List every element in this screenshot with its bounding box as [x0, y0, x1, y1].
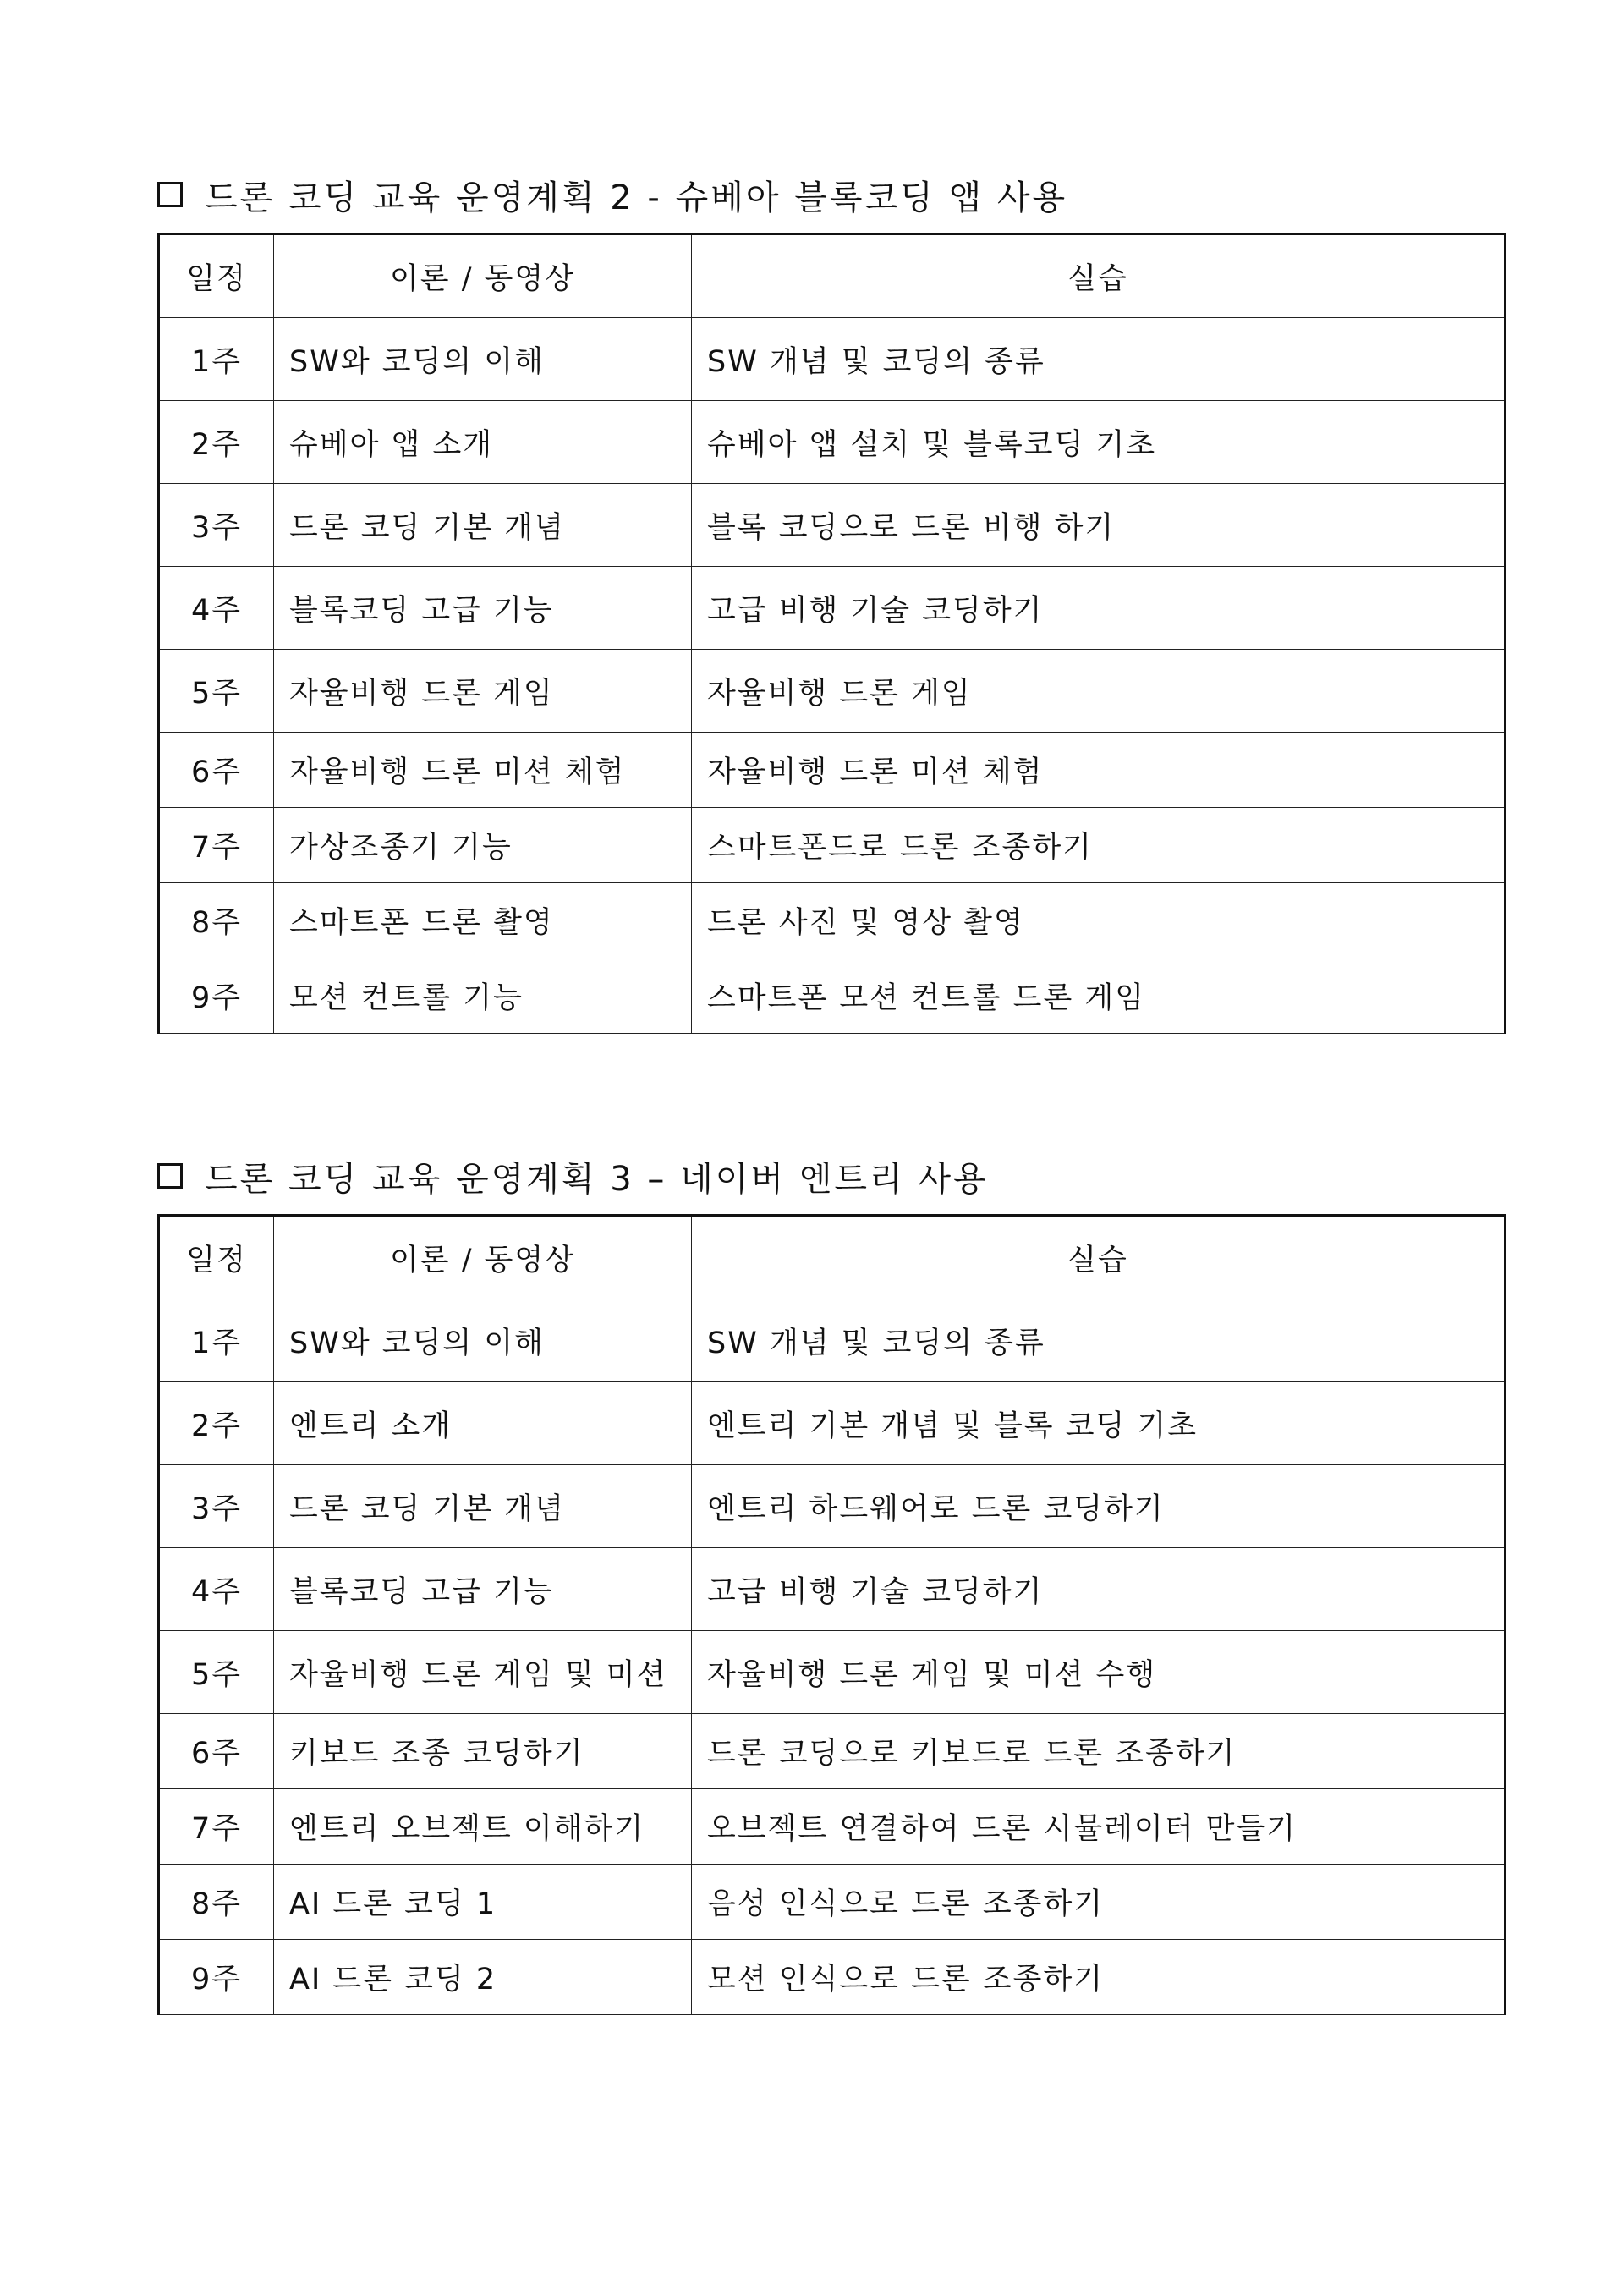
week-cell: 6주: [159, 733, 274, 808]
header-schedule: 일정: [159, 234, 274, 318]
checkbox-icon: [157, 1163, 183, 1189]
header-practice: 실습: [692, 234, 1506, 318]
week-cell: 7주: [159, 808, 274, 883]
practice-cell: SW 개념 및 코딩의 종류: [692, 1299, 1506, 1382]
plan-section-2: [157, 161, 1504, 1034]
week-cell: 3주: [159, 484, 274, 567]
practice-cell: 슈베아 앱 설치 및 블록코딩 기초: [692, 401, 1506, 484]
practice-cell: 자율비행 드론 게임: [692, 650, 1506, 733]
week-cell: 4주: [159, 1548, 274, 1631]
week-cell: 2주: [159, 1382, 274, 1465]
table-row: [159, 1382, 1506, 1465]
header-theory: 이론 / 동영상: [274, 1216, 692, 1299]
week-cell: 9주: [159, 1940, 274, 2015]
theory-cell: 엔트리 오브젝트 이해하기: [274, 1789, 692, 1865]
theory-cell: 모션 컨트롤 기능: [274, 958, 692, 1034]
table-header-row: [159, 1216, 1506, 1299]
theory-cell: SW와 코딩의 이해: [274, 1299, 692, 1382]
practice-cell: 스마트폰 모션 컨트롤 드론 게임: [692, 958, 1506, 1034]
section-heading: [157, 1142, 1504, 1210]
practice-cell: 드론 코딩으로 키보드로 드론 조종하기: [692, 1714, 1506, 1789]
week-cell: 1주: [159, 1299, 274, 1382]
theory-cell: 가상조종기 기능: [274, 808, 692, 883]
theory-cell: 드론 코딩 기본 개념: [274, 1465, 692, 1548]
theory-cell: AI 드론 코딩 2: [274, 1940, 692, 2015]
week-cell: 5주: [159, 650, 274, 733]
table-row: [159, 1940, 1506, 2015]
theory-cell: 블록코딩 고급 기능: [274, 567, 692, 650]
theory-cell: 스마트폰 드론 촬영: [274, 883, 692, 958]
practice-cell: 오브젝트 연결하여 드론 시뮬레이터 만들기: [692, 1789, 1506, 1865]
schedule-table: [157, 1214, 1506, 2015]
practice-cell: 엔트리 기본 개념 및 블록 코딩 기초: [692, 1382, 1506, 1465]
week-cell: 5주: [159, 1631, 274, 1714]
header-practice: 실습: [692, 1216, 1506, 1299]
week-cell: 2주: [159, 401, 274, 484]
table-row: [159, 567, 1506, 650]
table-row: [159, 1548, 1506, 1631]
week-cell: 3주: [159, 1465, 274, 1548]
week-cell: 1주: [159, 318, 274, 401]
table-row: [159, 733, 1506, 808]
table-row: [159, 883, 1506, 958]
header-theory: 이론 / 동영상: [274, 234, 692, 318]
table-row: [159, 318, 1506, 401]
week-cell: 8주: [159, 883, 274, 958]
section-heading: [157, 161, 1504, 228]
practice-cell: 자율비행 드론 미션 체험: [692, 733, 1506, 808]
theory-cell: 엔트리 소개: [274, 1382, 692, 1465]
week-cell: 6주: [159, 1714, 274, 1789]
practice-cell: 엔트리 하드웨어로 드론 코딩하기: [692, 1465, 1506, 1548]
table-row: [159, 1465, 1506, 1548]
week-cell: 7주: [159, 1789, 274, 1865]
week-cell: 9주: [159, 958, 274, 1034]
practice-cell: 음성 인식으로 드론 조종하기: [692, 1865, 1506, 1940]
table-row: [159, 1299, 1506, 1382]
practice-cell: SW 개념 및 코딩의 종류: [692, 318, 1506, 401]
practice-cell: 고급 비행 기술 코딩하기: [692, 567, 1506, 650]
section-title: 드론 코딩 교육 운영계획 3 – 네이버 엔트리 사용: [205, 1159, 989, 1199]
practice-cell: 자율비행 드론 게임 및 미션 수행: [692, 1631, 1506, 1714]
table-row: [159, 958, 1506, 1034]
theory-cell: 자율비행 드론 게임 및 미션: [274, 1631, 692, 1714]
theory-cell: 드론 코딩 기본 개념: [274, 484, 692, 567]
table-row: [159, 1789, 1506, 1865]
schedule-table: [157, 233, 1506, 1034]
practice-cell: 블록 코딩으로 드론 비행 하기: [692, 484, 1506, 567]
theory-cell: 자율비행 드론 게임: [274, 650, 692, 733]
practice-cell: 드론 사진 및 영상 촬영: [692, 883, 1506, 958]
practice-cell: 고급 비행 기술 코딩하기: [692, 1548, 1506, 1631]
theory-cell: 슈베아 앱 소개: [274, 401, 692, 484]
theory-cell: 키보드 조종 코딩하기: [274, 1714, 692, 1789]
table-row: [159, 1631, 1506, 1714]
section-title: 드론 코딩 교육 운영계획 2 - 슈베아 블록코딩 앱 사용: [205, 178, 1068, 217]
week-cell: 4주: [159, 567, 274, 650]
table-row: [159, 1714, 1506, 1789]
table-row: [159, 484, 1506, 567]
checkbox-icon: [157, 182, 183, 207]
week-cell: 8주: [159, 1865, 274, 1940]
theory-cell: 블록코딩 고급 기능: [274, 1548, 692, 1631]
table-row: [159, 808, 1506, 883]
plan-section-3: [157, 1142, 1504, 2015]
table-row: [159, 650, 1506, 733]
table-row: [159, 1865, 1506, 1940]
theory-cell: 자율비행 드론 미션 체험: [274, 733, 692, 808]
table-row: [159, 401, 1506, 484]
practice-cell: 스마트폰드로 드론 조종하기: [692, 808, 1506, 883]
header-schedule: 일정: [159, 1216, 274, 1299]
practice-cell: 모션 인식으로 드론 조종하기: [692, 1940, 1506, 2015]
theory-cell: AI 드론 코딩 1: [274, 1865, 692, 1940]
theory-cell: SW와 코딩의 이해: [274, 318, 692, 401]
table-header-row: [159, 234, 1506, 318]
